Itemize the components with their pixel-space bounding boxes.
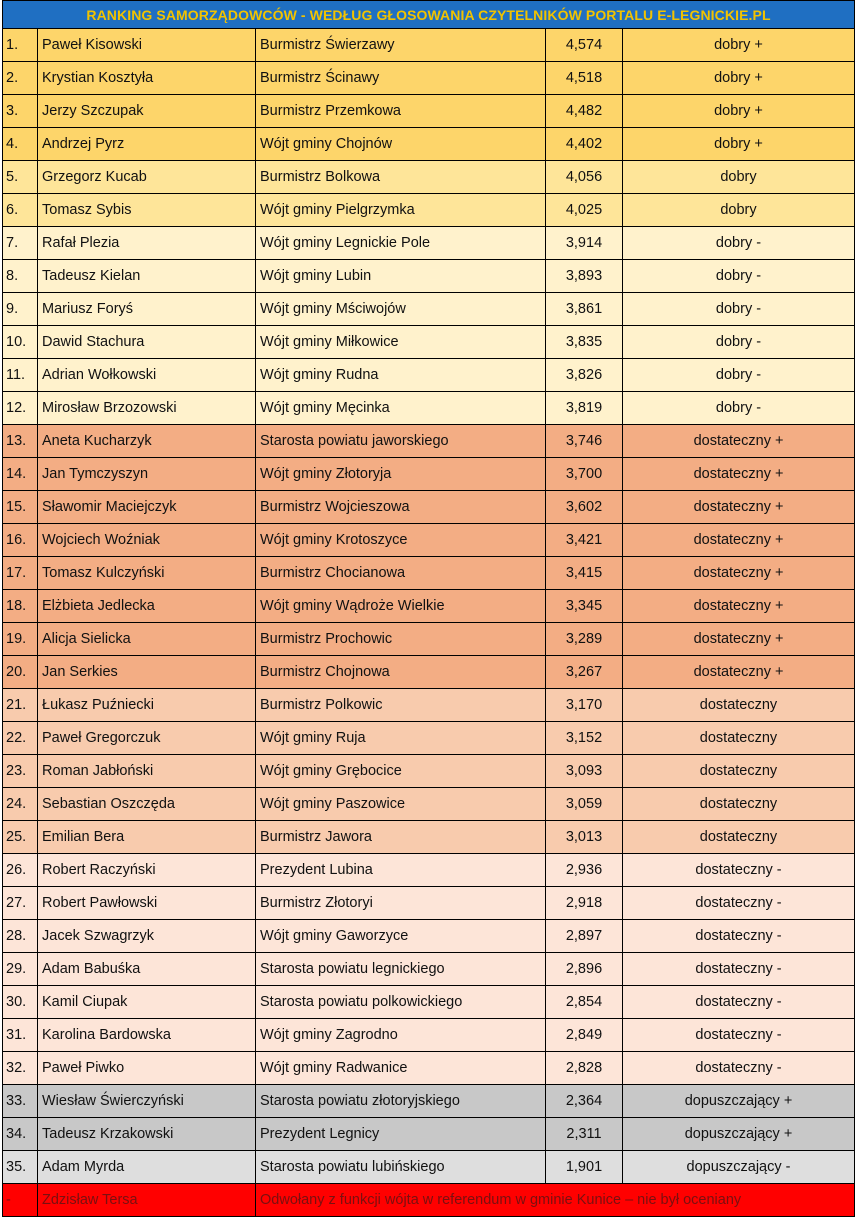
grade-cell: dostateczny + (623, 623, 855, 656)
score-cell: 4,574 (546, 29, 623, 62)
rank-cell: 20. (3, 656, 38, 689)
name-cell: Paweł Gregorczuk (38, 722, 256, 755)
grade-cell: dostateczny - (623, 986, 855, 1019)
score-cell: 3,819 (546, 392, 623, 425)
score-cell: 4,025 (546, 194, 623, 227)
table-row (3, 557, 855, 590)
table-row (3, 260, 855, 293)
score-cell: 2,897 (546, 920, 623, 953)
grade-cell: dobry + (623, 62, 855, 95)
name-cell: Zdzisław Tersa (38, 1184, 256, 1217)
table-row (3, 689, 855, 722)
grade-cell: dostateczny + (623, 590, 855, 623)
office-cell: Burmistrz Złotoryi (256, 887, 546, 920)
rank-cell: 12. (3, 392, 38, 425)
score-cell: 3,013 (546, 821, 623, 854)
office-cell: Burmistrz Bolkowa (256, 161, 546, 194)
rank-cell: 15. (3, 491, 38, 524)
grade-cell: dostateczny (623, 755, 855, 788)
rank-cell: 4. (3, 128, 38, 161)
name-cell: Sławomir Maciejczyk (38, 491, 256, 524)
rank-cell: 8. (3, 260, 38, 293)
table-row (3, 623, 855, 656)
table-row (3, 128, 855, 161)
score-cell: 3,093 (546, 755, 623, 788)
grade-cell: dostateczny - (623, 1019, 855, 1052)
grade-cell: dostateczny - (623, 920, 855, 953)
table-title: RANKING SAMORZĄDOWCÓW - WEDŁUG GŁOSOWANIA CZYTELNIKÓW PORTALU E-LEGNICKIE.PL (3, 1, 855, 29)
score-cell: 3,826 (546, 359, 623, 392)
office-cell: Starosta powiatu lubińskiego (256, 1151, 546, 1184)
name-cell: Dawid Stachura (38, 326, 256, 359)
rank-cell: 5. (3, 161, 38, 194)
table-row (3, 920, 855, 953)
rank-cell: - (3, 1184, 38, 1217)
score-cell: 3,152 (546, 722, 623, 755)
name-cell: Mariusz Foryś (38, 293, 256, 326)
name-cell: Paweł Piwko (38, 1052, 256, 1085)
score-cell: 2,936 (546, 854, 623, 887)
name-cell: Roman Jabłoński (38, 755, 256, 788)
ranking-table (2, 0, 855, 1217)
grade-cell: dostateczny - (623, 1052, 855, 1085)
name-cell: Jerzy Szczupak (38, 95, 256, 128)
name-cell: Elżbieta Jedlecka (38, 590, 256, 623)
rank-cell: 6. (3, 194, 38, 227)
grade-cell: dobry - (623, 227, 855, 260)
office-cell: Wójt gminy Grębocice (256, 755, 546, 788)
table-row (3, 1085, 855, 1118)
score-cell: 3,289 (546, 623, 623, 656)
grade-cell: dobry - (623, 293, 855, 326)
table-row (3, 194, 855, 227)
name-cell: Tadeusz Krzakowski (38, 1118, 256, 1151)
table-row (3, 755, 855, 788)
office-cell: Wójt gminy Radwanice (256, 1052, 546, 1085)
office-cell: Starosta powiatu złotoryjskiego (256, 1085, 546, 1118)
grade-cell: dostateczny + (623, 557, 855, 590)
rank-cell: 28. (3, 920, 38, 953)
table-row (3, 293, 855, 326)
office-cell: Prezydent Lubina (256, 854, 546, 887)
rank-cell: 22. (3, 722, 38, 755)
office-cell: Wójt gminy Krotoszyce (256, 524, 546, 557)
name-cell: Sebastian Oszczęda (38, 788, 256, 821)
table-row (3, 722, 855, 755)
office-cell: Wójt gminy Lubin (256, 260, 546, 293)
name-cell: Adrian Wołkowski (38, 359, 256, 392)
name-cell: Rafał Plezia (38, 227, 256, 260)
table-row (3, 1118, 855, 1151)
table-row (3, 62, 855, 95)
score-cell: 3,746 (546, 425, 623, 458)
grade-cell: dostateczny + (623, 425, 855, 458)
office-cell: Starosta powiatu polkowickiego (256, 986, 546, 1019)
score-cell: 3,893 (546, 260, 623, 293)
rank-cell: 26. (3, 854, 38, 887)
grade-cell: dostateczny - (623, 887, 855, 920)
rank-cell: 19. (3, 623, 38, 656)
name-cell: Robert Pawłowski (38, 887, 256, 920)
office-cell: Wójt gminy Pielgrzymka (256, 194, 546, 227)
office-cell: Wójt gminy Miłkowice (256, 326, 546, 359)
name-cell: Andrzej Pyrz (38, 128, 256, 161)
rank-cell: 30. (3, 986, 38, 1019)
rank-cell: 13. (3, 425, 38, 458)
rank-cell: 29. (3, 953, 38, 986)
table-row (3, 359, 855, 392)
rank-cell: 25. (3, 821, 38, 854)
rank-cell: 33. (3, 1085, 38, 1118)
office-cell: Burmistrz Prochowic (256, 623, 546, 656)
office-cell: Wójt gminy Męcinka (256, 392, 546, 425)
table-row (3, 227, 855, 260)
rank-cell: 16. (3, 524, 38, 557)
grade-cell: dostateczny - (623, 953, 855, 986)
table-row (3, 326, 855, 359)
office-cell: Burmistrz Polkowic (256, 689, 546, 722)
rank-cell: 11. (3, 359, 38, 392)
rank-cell: 32. (3, 1052, 38, 1085)
score-cell: 1,901 (546, 1151, 623, 1184)
table-row (3, 524, 855, 557)
score-cell: 4,518 (546, 62, 623, 95)
score-cell: 3,170 (546, 689, 623, 722)
grade-cell: dobry + (623, 95, 855, 128)
office-cell: Wójt gminy Rudna (256, 359, 546, 392)
name-cell: Alicja Sielicka (38, 623, 256, 656)
table-row (3, 590, 855, 623)
rank-cell: 34. (3, 1118, 38, 1151)
name-cell: Grzegorz Kucab (38, 161, 256, 194)
office-cell: Wójt gminy Paszowice (256, 788, 546, 821)
grade-cell: dostateczny + (623, 656, 855, 689)
rank-cell: 31. (3, 1019, 38, 1052)
score-cell: 4,482 (546, 95, 623, 128)
table-row (3, 458, 855, 491)
table-row (3, 1151, 855, 1184)
grade-cell: dobry - (623, 260, 855, 293)
office-cell: Wójt gminy Zagrodno (256, 1019, 546, 1052)
grade-cell: dostateczny (623, 821, 855, 854)
name-cell: Robert Raczyński (38, 854, 256, 887)
grade-cell: dobry (623, 161, 855, 194)
rank-cell: 10. (3, 326, 38, 359)
grade-cell: dobry - (623, 392, 855, 425)
grade-cell: dopuszczający - (623, 1151, 855, 1184)
office-cell: Prezydent Legnicy (256, 1118, 546, 1151)
dismissed-row (3, 1184, 855, 1217)
office-cell: Burmistrz Świerzawy (256, 29, 546, 62)
office-cell: Wójt gminy Ruja (256, 722, 546, 755)
name-cell: Karolina Bardowska (38, 1019, 256, 1052)
score-cell: 3,267 (546, 656, 623, 689)
rank-cell: 7. (3, 227, 38, 260)
rank-cell: 2. (3, 62, 38, 95)
office-cell: Wójt gminy Mściwojów (256, 293, 546, 326)
rank-cell: 27. (3, 887, 38, 920)
name-cell: Adam Babuśka (38, 953, 256, 986)
name-cell: Mirosław Brzozowski (38, 392, 256, 425)
name-cell: Jacek Szwagrzyk (38, 920, 256, 953)
title-row (3, 1, 855, 29)
name-cell: Tomasz Kulczyński (38, 557, 256, 590)
name-cell: Wiesław Świerczyński (38, 1085, 256, 1118)
score-cell: 2,364 (546, 1085, 623, 1118)
table-row (3, 161, 855, 194)
score-cell: 4,056 (546, 161, 623, 194)
rank-cell: 3. (3, 95, 38, 128)
grade-cell: dobry + (623, 29, 855, 62)
office-cell: Wójt gminy Chojnów (256, 128, 546, 161)
grade-cell: dobry - (623, 326, 855, 359)
score-cell: 3,602 (546, 491, 623, 524)
office-cell: Wójt gminy Gaworzyce (256, 920, 546, 953)
name-cell: Tadeusz Kielan (38, 260, 256, 293)
dismissal-note: Odwołany z funkcji wójta w referendum w gminie Kunice – nie był oceniany (256, 1184, 855, 1217)
office-cell: Burmistrz Chocianowa (256, 557, 546, 590)
office-cell: Burmistrz Przemkowa (256, 95, 546, 128)
score-cell: 3,415 (546, 557, 623, 590)
score-cell: 4,402 (546, 128, 623, 161)
table-row (3, 656, 855, 689)
grade-cell: dobry (623, 194, 855, 227)
score-cell: 3,700 (546, 458, 623, 491)
name-cell: Adam Myrda (38, 1151, 256, 1184)
office-cell: Burmistrz Jawora (256, 821, 546, 854)
score-cell: 2,896 (546, 953, 623, 986)
table-row (3, 392, 855, 425)
name-cell: Aneta Kucharzyk (38, 425, 256, 458)
table-row (3, 953, 855, 986)
grade-cell: dostateczny + (623, 524, 855, 557)
grade-cell: dostateczny (623, 788, 855, 821)
table-row (3, 887, 855, 920)
score-cell: 3,861 (546, 293, 623, 326)
grade-cell: dobry - (623, 359, 855, 392)
rank-cell: 23. (3, 755, 38, 788)
score-cell: 2,311 (546, 1118, 623, 1151)
table-row (3, 1052, 855, 1085)
name-cell: Łukasz Puźniecki (38, 689, 256, 722)
ranking-rows (3, 29, 855, 1184)
rank-cell: 14. (3, 458, 38, 491)
score-cell: 3,059 (546, 788, 623, 821)
rank-cell: 1. (3, 29, 38, 62)
rank-cell: 17. (3, 557, 38, 590)
office-cell: Burmistrz Wojcieszowa (256, 491, 546, 524)
name-cell: Tomasz Sybis (38, 194, 256, 227)
grade-cell: dostateczny (623, 689, 855, 722)
rank-cell: 9. (3, 293, 38, 326)
office-cell: Wójt gminy Wądroże Wielkie (256, 590, 546, 623)
table-row (3, 29, 855, 62)
name-cell: Krystian Kosztyła (38, 62, 256, 95)
table-row (3, 788, 855, 821)
score-cell: 3,835 (546, 326, 623, 359)
name-cell: Emilian Bera (38, 821, 256, 854)
office-cell: Starosta powiatu jaworskiego (256, 425, 546, 458)
table-row (3, 986, 855, 1019)
score-cell: 2,828 (546, 1052, 623, 1085)
name-cell: Wojciech Woźniak (38, 524, 256, 557)
office-cell: Wójt gminy Złotoryja (256, 458, 546, 491)
rank-cell: 24. (3, 788, 38, 821)
table-row (3, 491, 855, 524)
table-row (3, 95, 855, 128)
rank-cell: 18. (3, 590, 38, 623)
table-row (3, 425, 855, 458)
table-row (3, 821, 855, 854)
rank-cell: 35. (3, 1151, 38, 1184)
grade-cell: dostateczny + (623, 458, 855, 491)
name-cell: Jan Tymczyszyn (38, 458, 256, 491)
rank-cell: 21. (3, 689, 38, 722)
score-cell: 2,918 (546, 887, 623, 920)
grade-cell: dostateczny - (623, 854, 855, 887)
office-cell: Starosta powiatu legnickiego (256, 953, 546, 986)
grade-cell: dostateczny + (623, 491, 855, 524)
table-row (3, 854, 855, 887)
score-cell: 3,914 (546, 227, 623, 260)
score-cell: 2,854 (546, 986, 623, 1019)
score-cell: 3,421 (546, 524, 623, 557)
table-row (3, 1019, 855, 1052)
name-cell: Jan Serkies (38, 656, 256, 689)
office-cell: Burmistrz Ścinawy (256, 62, 546, 95)
grade-cell: dopuszczający + (623, 1085, 855, 1118)
name-cell: Paweł Kisowski (38, 29, 256, 62)
grade-cell: dobry + (623, 128, 855, 161)
score-cell: 3,345 (546, 590, 623, 623)
office-cell: Burmistrz Chojnowa (256, 656, 546, 689)
grade-cell: dostateczny (623, 722, 855, 755)
office-cell: Wójt gminy Legnickie Pole (256, 227, 546, 260)
grade-cell: dopuszczający + (623, 1118, 855, 1151)
name-cell: Kamil Ciupak (38, 986, 256, 1019)
score-cell: 2,849 (546, 1019, 623, 1052)
